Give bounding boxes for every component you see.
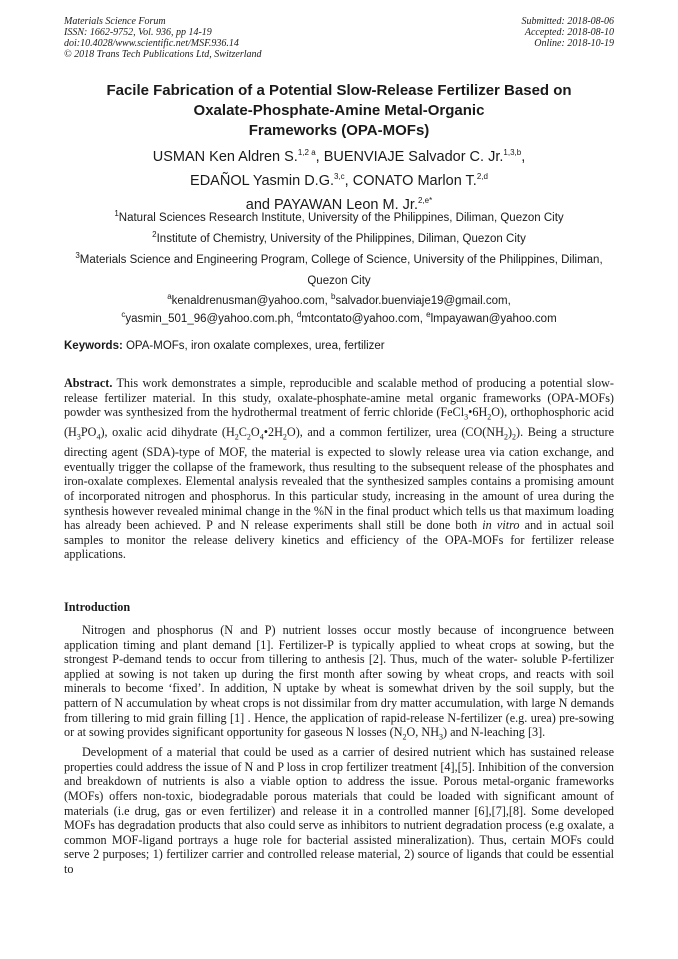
email-key: e [426, 309, 431, 319]
title-line: Frameworks (OPA-MOFs) [248, 122, 430, 139]
author-name: EDAÑOL Yasmin D.G. [190, 172, 334, 189]
affil-number: 2 [152, 230, 157, 239]
author-name: , BUENVIAJE Salvador C. Jr. [315, 148, 504, 165]
abstract-text: and in actual soil samples to monitor the release delivery kinetics and efficiency of the OPA-MOFs for fertilizer release applications. [64, 518, 615, 562]
subscript: 3 [76, 432, 81, 442]
affil-text: Materials Science and Engineering Program, College of Science, University of the Philippines, Diliman, Quezon City [79, 253, 603, 287]
abstract-text: ). Being a structure directing agent (SDA)-type of MOF, the material is expected to slowly release urea via cation exchange, and eventually trigger the collapse of the framework, thus resulting to the subsequent release of the phosphates and iron-oxalate complexes. Elemental analysis revealed that the synthesized samples contains a promising amount of incorporated nitrogen and phosphorus. In this particular study, increasing in the amount of urea during the synthesis however revealed minimal change in the %N in the final product which tells us that maximum loading has already been achieved. P and N release experiments shall still be done both [64, 425, 614, 533]
email-list [64, 290, 614, 326]
email-key: b [331, 292, 336, 301]
email-key: d [296, 309, 302, 319]
paper-title [40, 81, 638, 141]
doi-line: doi:10.4028/www.scientific.net/MSF.936.14 [64, 38, 239, 49]
email-address[interactable]: yasmin_501_96@yahoo.com.ph, [125, 312, 297, 325]
journal-name: Materials Science Forum [64, 16, 166, 27]
abstract-text: This work demonstrates a simple, reproducible and scalable method of producing a potential slow-release fertilizer material. In this study, oxalate-phosphate-amine metal organic frameworks (OPA-MOFs) powder was synthesized from the hydrothermal treatment of ferric chloride (FeCl [64, 376, 614, 420]
affil-text: Institute of Chemistry, University of the Philippines, Diliman, Quezon City [156, 232, 526, 245]
abstract-text: ), oxalic acid dihydrate (H [100, 425, 235, 440]
subscript: 3 [464, 412, 469, 422]
subscript: 2 [234, 432, 239, 442]
author-affil: 3,c [334, 171, 345, 181]
abstract-label: Abstract. [64, 376, 113, 390]
author-affil: 2,d [476, 171, 488, 181]
subscript: 2 [487, 412, 492, 422]
paragraph [64, 623, 614, 745]
submitted-date: Submitted: 2018-08-06 [521, 16, 614, 27]
subscript: 3 [439, 732, 443, 742]
author-affil: 1,2 a [297, 148, 316, 157]
abstract-text: •2H [263, 425, 283, 440]
affiliation [64, 245, 614, 292]
title-line: Oxalate-Phosphate-Amine Metal-Organic [193, 102, 485, 119]
journal-header [64, 16, 262, 60]
abstract-text: O [250, 425, 260, 440]
paragraph-text: Nitrogen and phosphorus (N and P) nutrient losses occur mostly because of incongruence between application timing and plant demand [1]. Fertilizer-P is typically applied to wheat crops at sowing, but the strongest P-demand tends to occur from tillering to anthesis [2]. Thus, much of the water- soluble P-fertilizer applied at sowing is not taken up during the first month after sowing by wheat crops, and reacts with soil minerals to become ‘fixed’. In addition, N uptake by wheat is somewhat driven by the soil supply, but the pattern of N accumulation by wheat crops is not dissimilar from dry matter accumulation, with large N demands from tillering to mid grain filling [1] . Hence, the application of rapid-release N-fertilizer (e.g. urea) pre-sowing or at sowing provides significant opportunity for gaseous N losses (N [64, 623, 614, 740]
abstract-text: •6H [468, 405, 488, 420]
author-name: , CONATO Marlon T. [344, 172, 477, 189]
paragraph-text: ) and N-leaching [3]. [443, 725, 546, 740]
affil-text: Natural Sciences Research Institute, University of the Philippines, Diliman, Quezon City [118, 211, 564, 224]
abstract [64, 376, 614, 562]
abstract-text: PO [80, 425, 97, 440]
abstract-text: C [238, 425, 247, 440]
subscript: 2 [503, 432, 508, 442]
issn-line: ISSN: 1662-9752, Vol. 936, pp 14-19 [64, 27, 212, 38]
author-name: and PAYAWAN Leon M. Jr. [245, 196, 418, 213]
author-affil: 2,e* [417, 195, 433, 205]
subscript: 2 [512, 432, 517, 442]
email-key: c [121, 309, 126, 319]
subscript: 2 [282, 432, 287, 442]
online-date: Online: 2018-10-19 [534, 38, 614, 49]
subscript: 4 [259, 432, 264, 442]
author-name: USMAN Ken Aldren S. [152, 148, 298, 165]
introduction-body [64, 623, 614, 877]
keywords-text: OPA-MOFs, iron oxalate complexes, urea, fertilizer [122, 340, 385, 352]
keywords-label: Keywords: [64, 340, 123, 352]
section-heading: Introduction [64, 600, 131, 614]
accepted-date: Accepted: 2018-08-10 [524, 27, 614, 38]
dates-header [522, 16, 615, 49]
abstract-text: ) [507, 425, 513, 440]
author-list: USMAN Ken Aldren S.$^{1,2 a}$, BUENVIAJE Salvador C. Jr.$^{1,3,b}$, EDAÑOL Yasmin D.G.$^{3,c}$, CONATO Marlon T.$^{2,d}$ and PAYAWAN Leon M. Jr.$^{2,e*}$ [152, 148, 526, 213]
title-line: Facile Fabrication of a Potential Slow-Release Fertilizer Based on [106, 82, 572, 99]
subscript: 4 [96, 432, 101, 442]
email-address[interactable]: salvador.buenviaje19@gmail.com, [335, 294, 511, 307]
author-affil: 1,3,b [503, 148, 522, 157]
copyright-line: © 2018 Trans Tech Publications Ltd, Switzerland [64, 49, 262, 60]
email-address[interactable]: kenaldrenusman@yahoo.com, [171, 294, 331, 307]
affil-number: 1 [114, 209, 119, 218]
email-address[interactable]: mtcontato@yahoo.com, [301, 312, 427, 325]
abstract-text: O), orthophosphoric acid (H [64, 405, 614, 440]
subscript: 2 [246, 432, 251, 442]
affil-number: 3 [75, 251, 80, 260]
email-key: a [167, 292, 172, 301]
paragraph: Development of a material that could be used as a carrier of desired nutrient which has sustained release properties could address the issue of N and P loss in crop fertilizer treatment [4],[5]. Inhibition of the conversion and breakdown of nutrients is also a viable option to address the issue. Porous metal-organic frameworks (MOFs) offers non-toxic, biodegradable porous materials that could be loaded with significant amount of materials (i.e drug, gas or even fertilizer) and release it in a controlled manner [6],[7],[8]. Some developed MOFs has degradation products that also could serve as inhibitors to nutrient degradation process (e.g oxalate, a common MOF-ligand portrays a huge role for bacterial assisted mineralization). Thus, certain MOFs could serve 2 purposes; 1) fertilizer carrier and controlled release material, 2) source of ligands that could be essential to [64, 745, 614, 876]
abstract-italic: in vitro [482, 518, 520, 533]
subscript: 2 [402, 732, 407, 742]
paragraph-text: O, NH [406, 725, 439, 740]
keywords [64, 340, 614, 352]
email-address[interactable]: lmpayawan@yahoo.com [430, 312, 557, 325]
abstract-text: O), and a common fertilizer, urea (CO(NH [286, 425, 504, 440]
